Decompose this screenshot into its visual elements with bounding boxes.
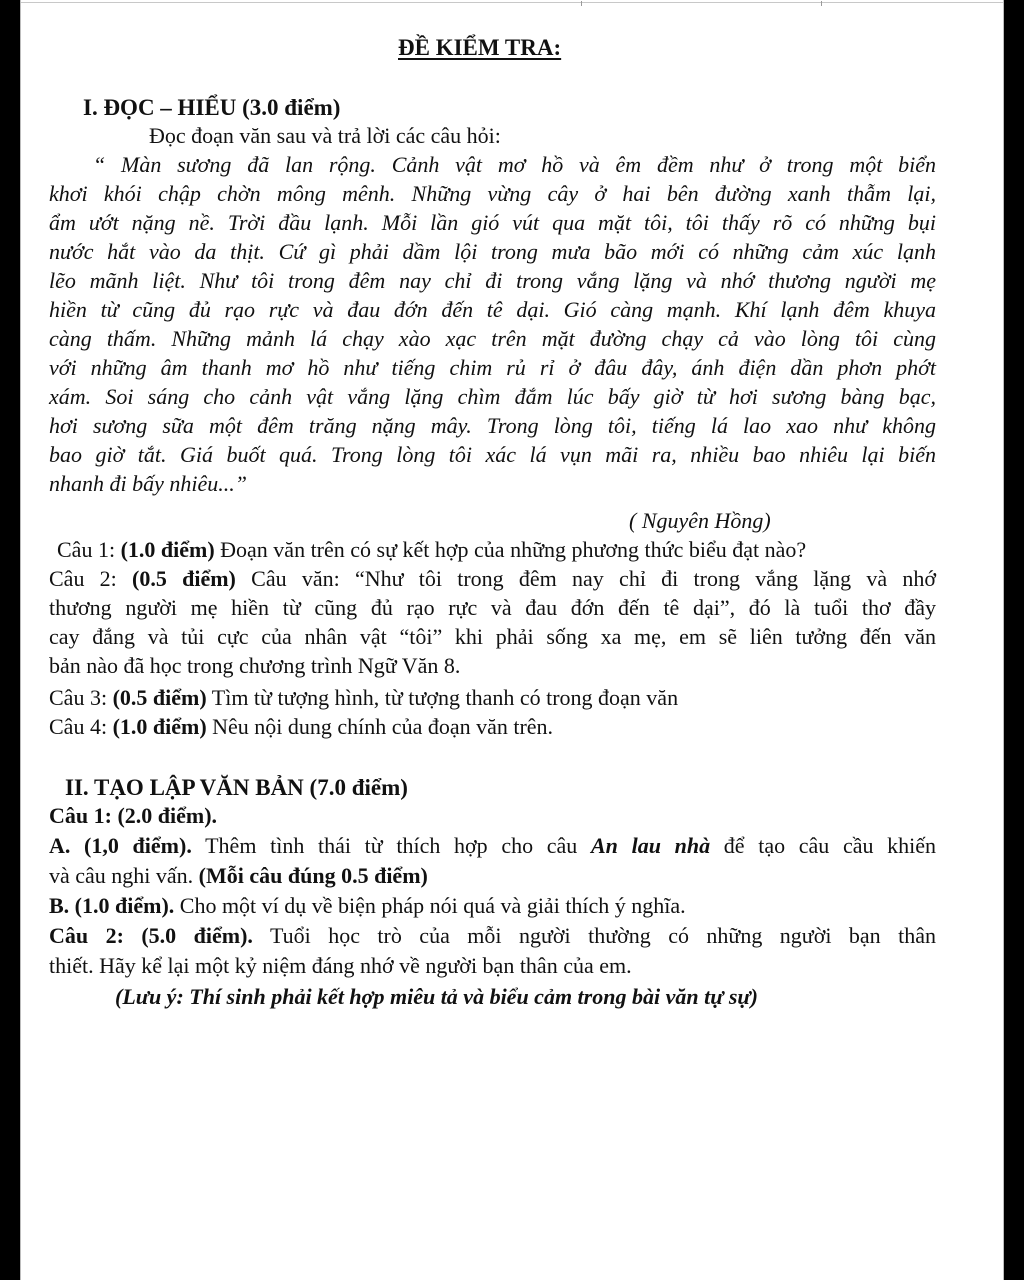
passage-line: nhanh đi bấy nhiêu...” — [49, 471, 247, 496]
task-2-line — [49, 922, 936, 950]
passage-line: khơi khói chập chờn mông mênh. Những vừng cây ở hai bên đường xanh thẫm lại, — [49, 181, 936, 206]
question-points: (0.5 điểm) — [112, 685, 207, 710]
question-label: Câu 1: — [57, 537, 116, 562]
task-a-note: (Mỗi câu đúng 0.5 điểm) — [198, 863, 428, 888]
reading-instruction: Đọc đoạn văn sau và trả lời các câu hỏi: — [149, 123, 501, 148]
question-points: (0.5 điểm) — [132, 566, 236, 591]
task-a-line — [49, 862, 428, 890]
document-page — [20, 0, 1004, 1280]
question-label: Câu 3: — [49, 685, 108, 710]
task-a-label: A. (1,0 điểm). — [49, 833, 192, 858]
section-2-heading: II. TẠO LẬP VĂN BẢN (7.0 điểm) — [65, 775, 408, 800]
task-2-label: Câu 2: (5.0 điểm). — [49, 923, 253, 948]
task-a-sentence: An lau nhà — [591, 833, 711, 858]
question-label: Câu 4: — [49, 714, 108, 739]
question-3 — [49, 684, 678, 712]
question-2-line: thương người mẹ hiền từ cũng đủ rạo rực và đau đớn đến tê dại”, đó là tuổi thơ đầy — [49, 595, 936, 620]
passage-line: xám. Soi sáng cho cảnh vật vắng lặng chìm đắm lúc bấy giờ từ hơi sương bàng bạc, — [49, 384, 936, 409]
passage-line: lẽo mãnh liệt. Như tôi trong đêm nay chỉ đi trong vắng lặng và nhớ thương người mẹ — [49, 268, 936, 293]
passage-line: càng thấm. Những mảnh lá chạy xào xạc trên mặt đường chạy cả vào lòng tôi cùng — [49, 326, 936, 351]
passage-line: hiền từ cũng đủ rạo rực và đau đớn đến tê dại. Gió càng mạnh. Khí lạnh đêm khuya — [49, 297, 936, 322]
section-1-heading: I. ĐỌC – HIỂU (3.0 điểm) — [83, 95, 341, 120]
question-1 — [57, 536, 806, 564]
question-text: Đoạn văn trên có sự kết hợp của những phương thức biểu đạt nào? — [220, 537, 807, 562]
task-b-line — [49, 892, 686, 920]
exam-title: ĐỀ KIỂM TRA: — [398, 35, 562, 60]
question-label: Câu 2: — [49, 566, 117, 591]
question-points: (1.0 điểm) — [120, 537, 215, 562]
passage-line: ẩm ướt nặng nề. Trời đầu lạnh. Mỗi lần gió vút qua mặt tôi, tôi thấy rõ có những bụi — [49, 210, 936, 235]
question-2-line — [49, 565, 936, 593]
passage-line: hơi sương sữa một đêm trăng nặng mây. Trong lòng tôi, tiếng lá lao xao như không — [49, 413, 936, 438]
rule-tick — [581, 1, 582, 6]
task-a-line — [49, 832, 936, 860]
passage-line: bao giờ tắt. Giá buốt quá. Trong lòng tôi xác lá vụn mãi ra, nhiều bao nhiêu lại biến — [49, 442, 936, 467]
question-text: Nêu nội dung chính của đoạn văn trên. — [212, 714, 554, 739]
passage-line: nước hắt vào da thịt. Cứ gì phải dầm lội trong mưa bão mới có những cảm xúc lạnh — [49, 239, 936, 264]
task-a-text: Thêm tình thái từ thích hợp cho câu — [205, 833, 578, 858]
task-b-text: Cho một ví dụ về biện pháp nói quá và giải thích ý nghĩa. — [179, 893, 686, 918]
task-2-text: Tuổi học trò của mỗi người thường có những người bạn thân — [269, 923, 937, 948]
passage-author: ( Nguyên Hồng) — [629, 508, 771, 533]
note: (Lưu ý: Thí sinh phải kết hợp miêu tả và biểu cảm trong bài văn tự sự) — [115, 984, 758, 1009]
question-text: Câu văn: “Như tôi trong đêm nay chỉ đi trong vắng lặng và nhớ — [251, 566, 936, 591]
task-b-label: B. (1.0 điểm). — [49, 893, 175, 918]
question-text: Tìm từ tượng hình, từ tượng thanh có trong đoạn văn — [211, 685, 679, 710]
question-4 — [49, 713, 553, 741]
task-a-text: để tạo câu cầu khiến — [723, 833, 937, 858]
question-2-line: cay đắng và tủi cực của nhân vật “tôi” khi phải sống xa mẹ, em sẽ liên tưởng đến văn — [49, 624, 936, 649]
rule-tick — [821, 1, 822, 6]
task-1-heading: Câu 1: (2.0 điểm). — [49, 803, 218, 828]
task-a-text: và câu nghi vấn. — [49, 863, 194, 888]
passage-line: “ Màn sương đã lan rộng. Cảnh vật mơ hồ và êm đềm như ở trong một biển — [93, 152, 936, 177]
question-points: (1.0 điểm) — [112, 714, 207, 739]
task-2-line: thiết. Hãy kể lại một kỷ niệm đáng nhớ về người bạn thân của em. — [49, 953, 632, 978]
question-2-line: bản nào đã học trong chương trình Ngữ Văn 8. — [49, 653, 461, 678]
passage-line: với những âm thanh mơ hồ như tiếng chim rủ rỉ ở đâu đây, ánh điện dần phơn phớt — [49, 355, 936, 380]
page-top-rule — [21, 2, 1003, 3]
